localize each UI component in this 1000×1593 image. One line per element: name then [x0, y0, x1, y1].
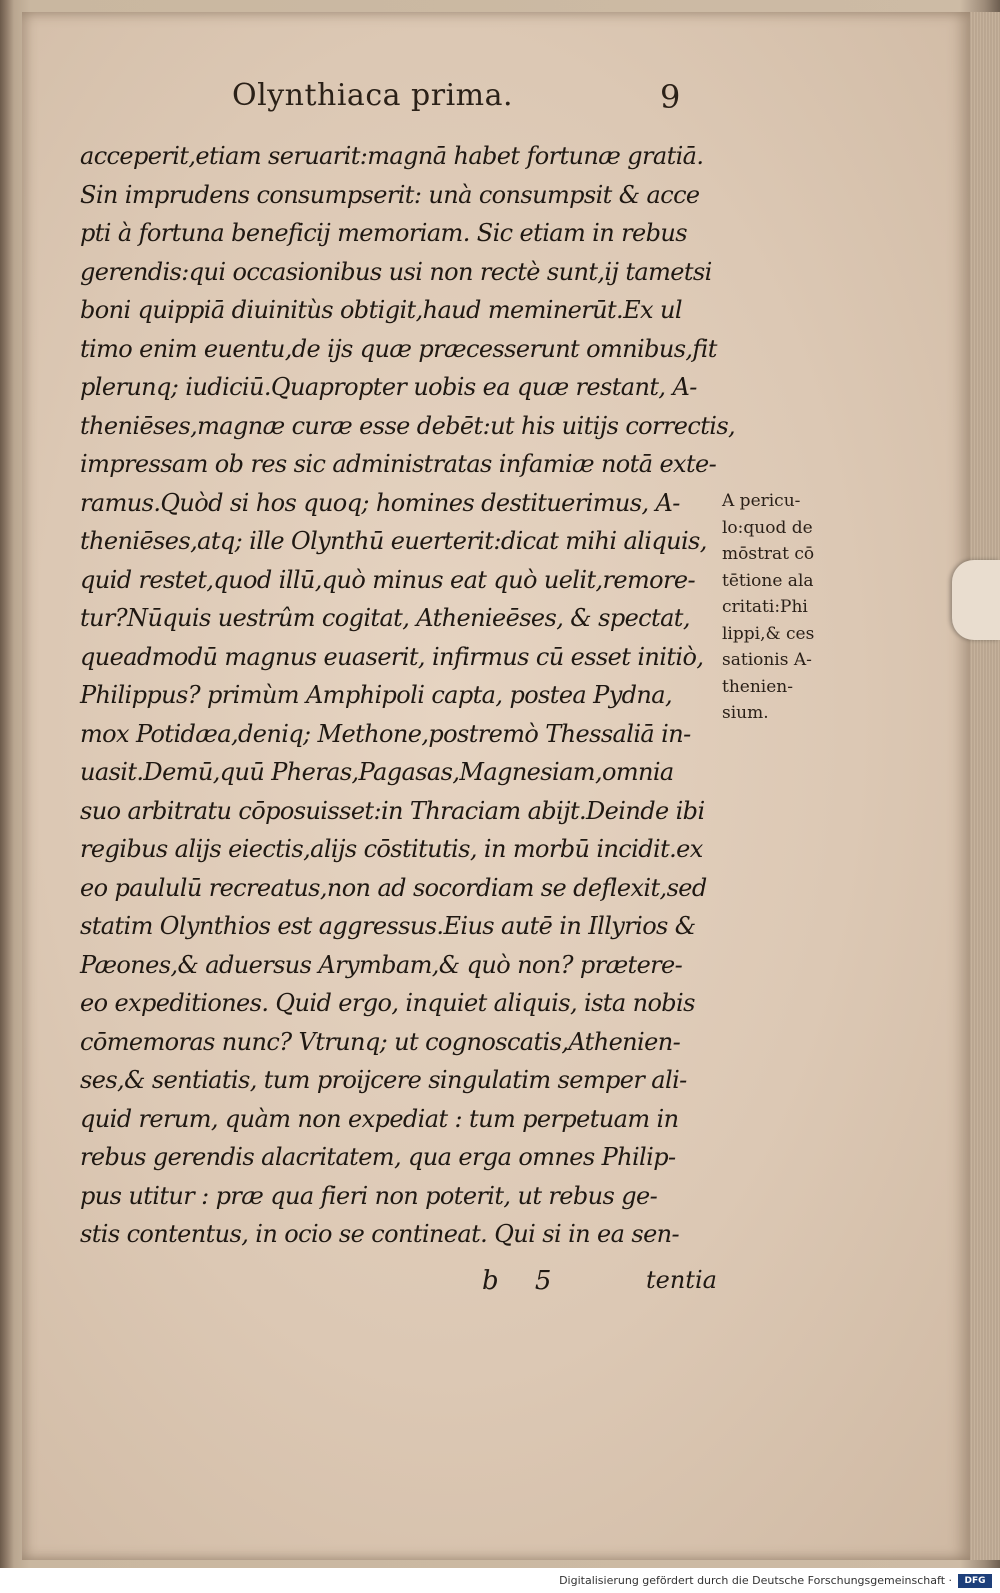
folio-number: 9 — [660, 78, 681, 116]
margin-note-line: thenien- — [722, 676, 793, 697]
text-line: cōmemoras nunc? Vtrunq; ut cognoscatis,Athenien- — [80, 1027, 681, 1056]
text-line: theniēses,atq; ille Olynthū euerterit:dicat mihi aliquis, — [80, 527, 707, 555]
signature-mark: b 5 — [482, 1266, 552, 1296]
margin-note-line: mōstrat cō — [722, 544, 815, 564]
text-line: queadmodū magnus euaserit, infirmus cū esset initiò, — [80, 642, 704, 671]
text-line: uasit.Demū,quū Pheras,Pagasas,Magnesiam,omnia — [80, 758, 674, 786]
text-line: eo expeditiones. Quid ergo, inquiet aliquis, ista nobis — [80, 989, 695, 1017]
text-line: suo arbitratu cōposuisset:in Thraciam abijt.Deinde ibi — [80, 796, 705, 825]
text-line: acceperit,etiam seruarit:magnā habet fortunæ gratiā. — [80, 142, 704, 170]
text-line: quid rerum, quàm non expediat : tum perpetuam in — [80, 1104, 679, 1133]
footer-credit: Digitalisierung gefördert durch die Deutsche Forschungsgemeinschaft · — [559, 1574, 952, 1587]
text-line: Pæones,& aduersus Arymbam,& quò non? prætere- — [80, 950, 683, 979]
catchword: tentia — [646, 1266, 717, 1294]
text-line: boni quippiā diuinitùs obtigit,haud meminerūt.Ex ul — [80, 296, 682, 324]
text-line: mox Potidæa,deniq; Methone,postremò Thessaliā in- — [80, 719, 691, 748]
margin-note — [722, 488, 842, 727]
text-line: ses,& sentiatis, tum proijcere singulatim semper ali- — [80, 1066, 687, 1094]
text-line: ramus.Quòd si hos quoq; homines destituerimus, A- — [80, 488, 680, 517]
text-line: quid restet,quod illū,quò minus eat quò uelit,remore- — [80, 565, 696, 594]
text-line: impressam ob res sic administratas infamiæ notā exte- — [80, 450, 717, 478]
margin-note-line: lippi,& ces — [722, 623, 815, 644]
text-line: statim Olynthios est aggressus.Eius autē in Illyrios & — [80, 912, 696, 940]
text-line: stis contentus, in ocio se contineat. Qui si in ea sen- — [80, 1220, 680, 1248]
text-line: tur?Nūquis uestrûm cogitat, Athenieēses, & spectat, — [80, 604, 690, 632]
margin-note-line: critati:Phi — [722, 597, 808, 617]
text-line: Philippus? primùm Amphipoli capta, postea Pydna, — [80, 681, 673, 709]
text-line: Sin imprudens consumpserit: unà consumpsit & acce — [80, 180, 700, 209]
margin-note-line: lo:quod de — [722, 517, 813, 538]
running-head: Olynthiaca prima. — [232, 78, 514, 113]
dfg-logo: DFG — [958, 1574, 992, 1588]
body-text — [80, 137, 736, 1254]
margin-note-line: A pericu- — [722, 491, 801, 511]
text-line: plerunq; iudiciū.Quapropter uobis ea quæ restant, A- — [80, 373, 697, 401]
page-clip-tab — [952, 560, 1000, 640]
text-line: gerendis:qui occasionibus usi non rectè sunt,ij tametsi — [80, 257, 712, 286]
margin-note-line: sium. — [722, 703, 769, 723]
text-line: rebus gerendis alacritatem, qua erga omnes Philip- — [80, 1143, 676, 1171]
text-line: eo paululū recreatus,non ad socordiam se deflexit,sed — [80, 873, 707, 902]
text-line: pus utitur : præ qua fieri non poterit, ut rebus ge- — [80, 1181, 658, 1210]
text-line: pti à fortuna beneficij memoriam. Sic etiam in rebus — [80, 219, 687, 247]
margin-note-line: sationis A- — [722, 650, 812, 670]
text-line: regibus alijs eiectis,alijs cōstitutis, in morbū incidit.ex — [80, 835, 703, 863]
text-line: theniēses,magnæ curæ esse debēt:ut his uitijs correctis, — [80, 411, 736, 440]
margin-note-line: tētione ala — [722, 570, 814, 591]
page-edges — [970, 12, 1000, 1560]
text-line: timo enim euentu,de ijs quæ præcesserunt omnibus,fit — [80, 334, 717, 363]
